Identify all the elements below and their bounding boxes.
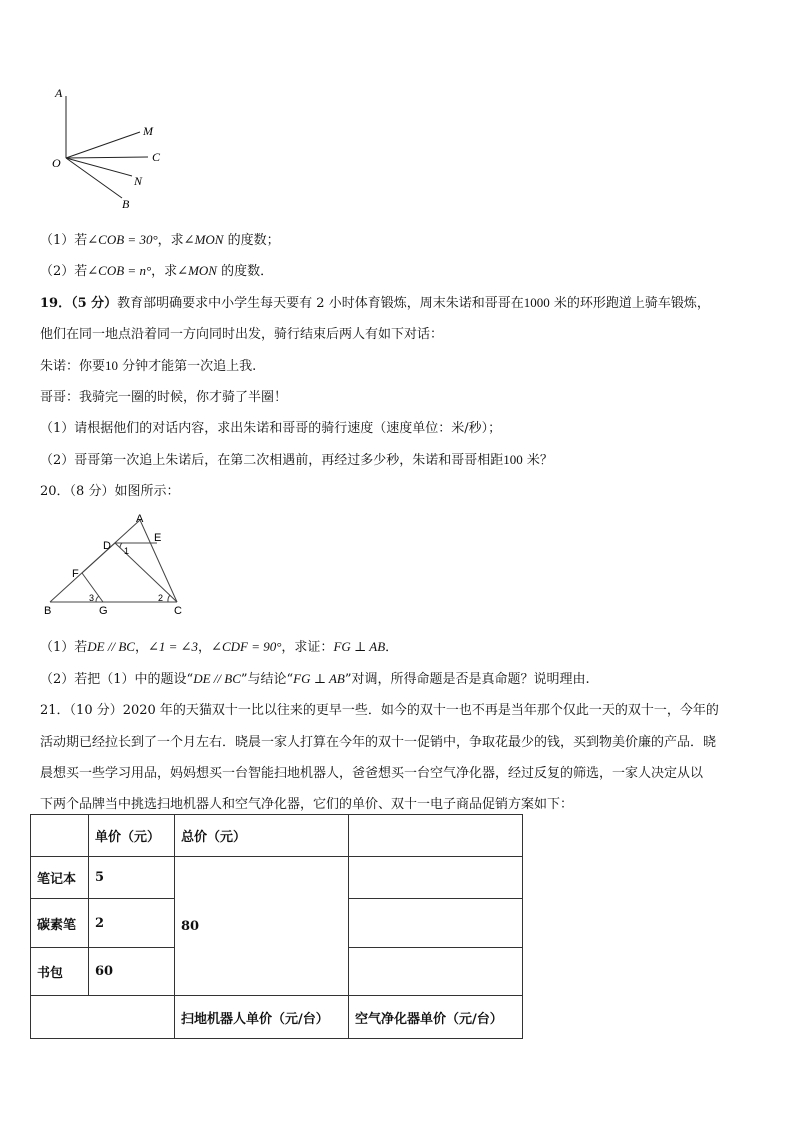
label-e: E bbox=[154, 532, 162, 544]
q20-p2-d: ”对调，所得命题是否是真命题？说明理由. bbox=[344, 672, 590, 687]
label-a: A bbox=[55, 86, 63, 100]
q19-p2-num: 100 bbox=[503, 452, 523, 467]
q19-zhunuo-line bbox=[40, 355, 256, 374]
q19-zhunuo-a: 朱诺：你要 bbox=[40, 359, 106, 374]
q21-line1: 21．（10 分）2020 年的天猫双十一比以往来的更早一些．如今的双十一也不再是当年那个仅此一天的双十一，今年的 bbox=[40, 703, 719, 718]
q21-line3: 晨想买一些学习用品，妈妈想买一台智能扫地机器人，爸爸想买一台空气净化器，经过反复的筛选，一家人决定从以 bbox=[40, 766, 704, 781]
price-table bbox=[30, 814, 523, 1039]
label-b: B bbox=[44, 605, 52, 617]
q19-line2: 他们在同一地点沿着同一方向同时出发，骑行结束后两人有如下对话： bbox=[40, 327, 444, 342]
label-n: N bbox=[134, 174, 143, 188]
q18-p1-mid: ，求 bbox=[157, 233, 184, 248]
ray-ob bbox=[66, 158, 122, 198]
row-item: 笔记本 bbox=[31, 857, 89, 899]
q19-track-length: 1000 bbox=[523, 295, 550, 310]
q18-part2 bbox=[40, 260, 273, 279]
blank-cell bbox=[349, 948, 523, 996]
blank-cell bbox=[349, 899, 523, 948]
q19-part1: （1）请根据他们的对话内容，求出朱诺和哥哥的骑行速度（速度单位：米/秒）； bbox=[40, 421, 502, 436]
q18-p1-post: 的度数； bbox=[223, 233, 280, 248]
header-empty-cell bbox=[349, 815, 523, 857]
label-b: B bbox=[122, 197, 130, 211]
table-corner-cell bbox=[31, 815, 89, 857]
label-c: C bbox=[174, 605, 182, 617]
label-a: A bbox=[136, 513, 144, 525]
table-header-row bbox=[31, 815, 523, 857]
q21-line4: 下两个品牌当中挑选扫地机器人和空气净化器，它们的单价、双十一电子商品促销方案如下： bbox=[40, 797, 574, 812]
q20-p1-cond2: ∠1 = ∠3 bbox=[147, 639, 199, 654]
angle-3-arc bbox=[96, 596, 99, 602]
q19-text-a: 教育部明确要求中小学生每天要有 2 小时体育锻炼，周末朱诺和哥哥在 bbox=[117, 296, 524, 311]
q21-line2: 活动期已经拉长到了一个月左右．晓晨一家人打算在今年的双十一促销中，争取花最少的钱，买到物美价廉的产品．晓 bbox=[40, 735, 717, 750]
label-m: M bbox=[143, 124, 153, 138]
q20-p1-pre: （1）若 bbox=[40, 640, 88, 655]
q20-p2-a: （2）若把（1）中的题设“ bbox=[40, 672, 194, 687]
q18-p2-post: 的度数． bbox=[216, 264, 274, 279]
q19-p2-a: （2）哥哥第一次追上朱诺后，在第二次相遇前，再经过多少秒，朱诺和哥哥相距 bbox=[40, 453, 504, 468]
label-g: G bbox=[99, 605, 108, 617]
q19-line1 bbox=[40, 292, 710, 311]
q19-part2 bbox=[40, 449, 553, 468]
q19-gege-line: 哥哥：我骑完一圈的时候，你才骑了半圈！ bbox=[40, 390, 288, 405]
q18-part1 bbox=[40, 229, 280, 248]
table-row bbox=[31, 857, 523, 899]
header-unit-price: 单价（元） bbox=[89, 815, 175, 857]
q20-part2 bbox=[40, 668, 590, 687]
angle-figure bbox=[40, 80, 180, 215]
q20-heading: 20．（8 分）如图所示： bbox=[40, 484, 180, 499]
q20-p1-cond3: ∠CDF = 90° bbox=[211, 639, 282, 654]
q19-number: 19． bbox=[40, 296, 72, 311]
label-angle-3: 3 bbox=[89, 593, 95, 603]
footer-robot-price: 扫地机器人单价（元/台） bbox=[175, 996, 349, 1039]
q19-zhunuo-num: 10 bbox=[105, 358, 119, 373]
label-o: O bbox=[52, 156, 61, 170]
row-price: 60 bbox=[89, 948, 175, 996]
row-price: 2 bbox=[89, 899, 175, 948]
q19-score: （5 分） bbox=[71, 296, 118, 311]
header-total-price: 总价（元） bbox=[175, 815, 349, 857]
blank-cell bbox=[349, 857, 523, 899]
q20-p1-mid: ，求证： bbox=[281, 640, 334, 655]
ray-on bbox=[66, 158, 132, 176]
label-f: F bbox=[72, 568, 79, 580]
label-d: D bbox=[103, 540, 111, 552]
q18-p2-cond: ∠COB = n° bbox=[87, 263, 152, 278]
q19-zhunuo-b: 分钟才能第一次追上我. bbox=[118, 359, 257, 374]
q18-p1-target: ∠MON bbox=[183, 232, 224, 247]
ray-oc bbox=[66, 157, 148, 158]
q18-p1-pre: （1）若 bbox=[40, 233, 88, 248]
q18-p2-pre: （2）若 bbox=[40, 264, 88, 279]
q19-p2-b: 米？ bbox=[522, 453, 553, 468]
footer-empty-cell bbox=[31, 996, 175, 1039]
triangle-figure bbox=[40, 510, 190, 620]
q20-p2-goal: FG ⊥ AB bbox=[293, 671, 345, 686]
row-item: 书包 bbox=[31, 948, 89, 996]
angle-1-arc bbox=[120, 543, 122, 548]
q20-part1: （1）若DE // BC，∠1 = ∠3，∠CDF = 90°，求证：FG ⊥ AB． bbox=[40, 639, 399, 655]
label-angle-1: 1 bbox=[124, 546, 130, 556]
angle-2-arc bbox=[168, 595, 170, 602]
row-price: 5 bbox=[89, 857, 175, 899]
q18-p1-cond: ∠COB = 30° bbox=[87, 232, 158, 247]
label-c: C bbox=[152, 150, 161, 164]
q20-p1-goal: FG ⊥ AB bbox=[333, 639, 386, 654]
row-item: 碳素笔 bbox=[31, 899, 89, 948]
label-angle-2: 2 bbox=[158, 593, 164, 603]
total-price-cell: 80 bbox=[175, 857, 349, 996]
footer-purifier-price: 空气净化器单价（元/台） bbox=[349, 996, 523, 1039]
table-footer-row bbox=[31, 996, 523, 1039]
ray-om bbox=[66, 132, 140, 158]
q18-p2-mid: ，求 bbox=[151, 264, 178, 279]
q20-p2-b: ”与结论“ bbox=[240, 672, 294, 687]
q20-p2-cond: DE // BC bbox=[193, 671, 241, 686]
q18-p2-target: ∠MON bbox=[177, 263, 217, 278]
q19-text-b: 米的环形跑道上骑车锻炼， bbox=[549, 296, 710, 311]
q20-p1-cond1: DE // BC bbox=[87, 639, 135, 654]
